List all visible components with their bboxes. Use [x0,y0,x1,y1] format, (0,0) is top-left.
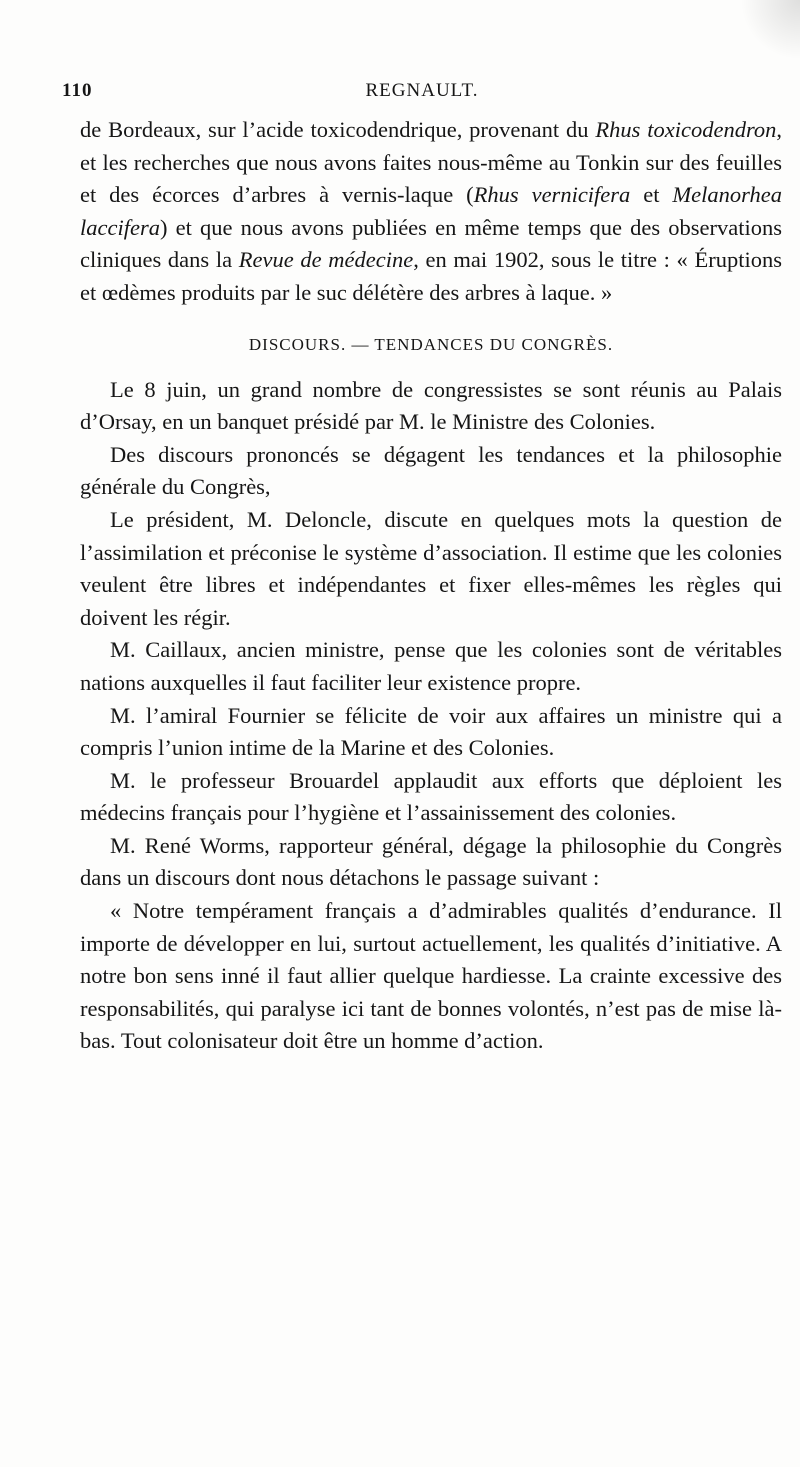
section-heading: DISCOURS. — TENDANCES DU CONGRÈS. [248,334,614,354]
paragraph: Des discours prononcés se dégagent les tendances et la philosophie générale du Congrès, [80,441,782,500]
running-head: REGNAULT. [365,80,479,101]
species-name-melanorhea-laccifera: Melanorhea laccifera [80,182,782,240]
paragraph: M. l’amiral Fournier se félicite de voir aux affaires un ministre qui a compris l’union intime de la Marine et des Colonies. [80,702,782,761]
paragraph: Le président, M. Deloncle, discute en quelques mots la question de l’assimilation et préconise le système d’association. Il estime que les colonies veulent être libres et indépendantes et fixer elles-mêmes les règles qui doivent les régir. [80,506,782,630]
intro-paragraph [80,114,782,310]
journal-title: Revue de médecine [238,247,414,273]
intro-text-4: ) et que nous avons publiées en même temps que des observations cliniques dans la [80,214,782,273]
body-text [80,114,782,1058]
paragraph: M. René Worms, rapporteur général, dégage la philosophie du Congrès dans un discours dont nous détachons le passage suivant : [80,832,782,891]
intro-text-1: de Bordeaux, sur l’acide toxicodendrique, provenant du [80,117,596,142]
intro-text-5: , en mai 1902, sous le titre : « Éruptions et œdèmes produits par le suc délétère des arbres à laque. » [80,247,782,305]
paragraph: M. le professeur Brouardel applaudit aux efforts que déploient les médecins français pour l’hygiène et l’assainissement des colonies. [80,767,782,826]
page-header [62,80,782,112]
paragraph: Le 8 juin, un grand nombre de congressistes se sont réunis au Palais d’Orsay, en un banquet présidé par M. le Ministre des Colonies. [80,376,782,435]
intro-text-2: , et les recherches que nous avons faites nous-même au Tonkin sur des feuilles et des écorces d’arbres à vernis-laque ( [80,117,782,208]
quoted-passage: « Notre tempérament français a d’admirables qualités d’endurance. Il importe de développer en lui, surtout actuellement, les qualités d’initiative. A notre bon sens inné il faut allier quelque hardiesse. La crainte excessive des responsabilités, qui paralyse ici tant de bonnes volontés, n’est pas de mise là-bas. Tout colonisateur doit être un homme d’action. [80,898,782,1054]
scan-shadow [740,0,800,60]
page-number: 110 [62,80,93,101]
intro-text-3: et [630,182,673,208]
species-name-rhus-toxicodendron: Rhus toxicodendron [595,117,777,142]
species-name-rhus-vernicifera: Rhus vernicifera [473,182,631,208]
paragraph: M. Caillaux, ancien ministre, pense que les colonies sont de véritables nations auxquelles il faut faciliter leur existence propre. [80,637,782,695]
